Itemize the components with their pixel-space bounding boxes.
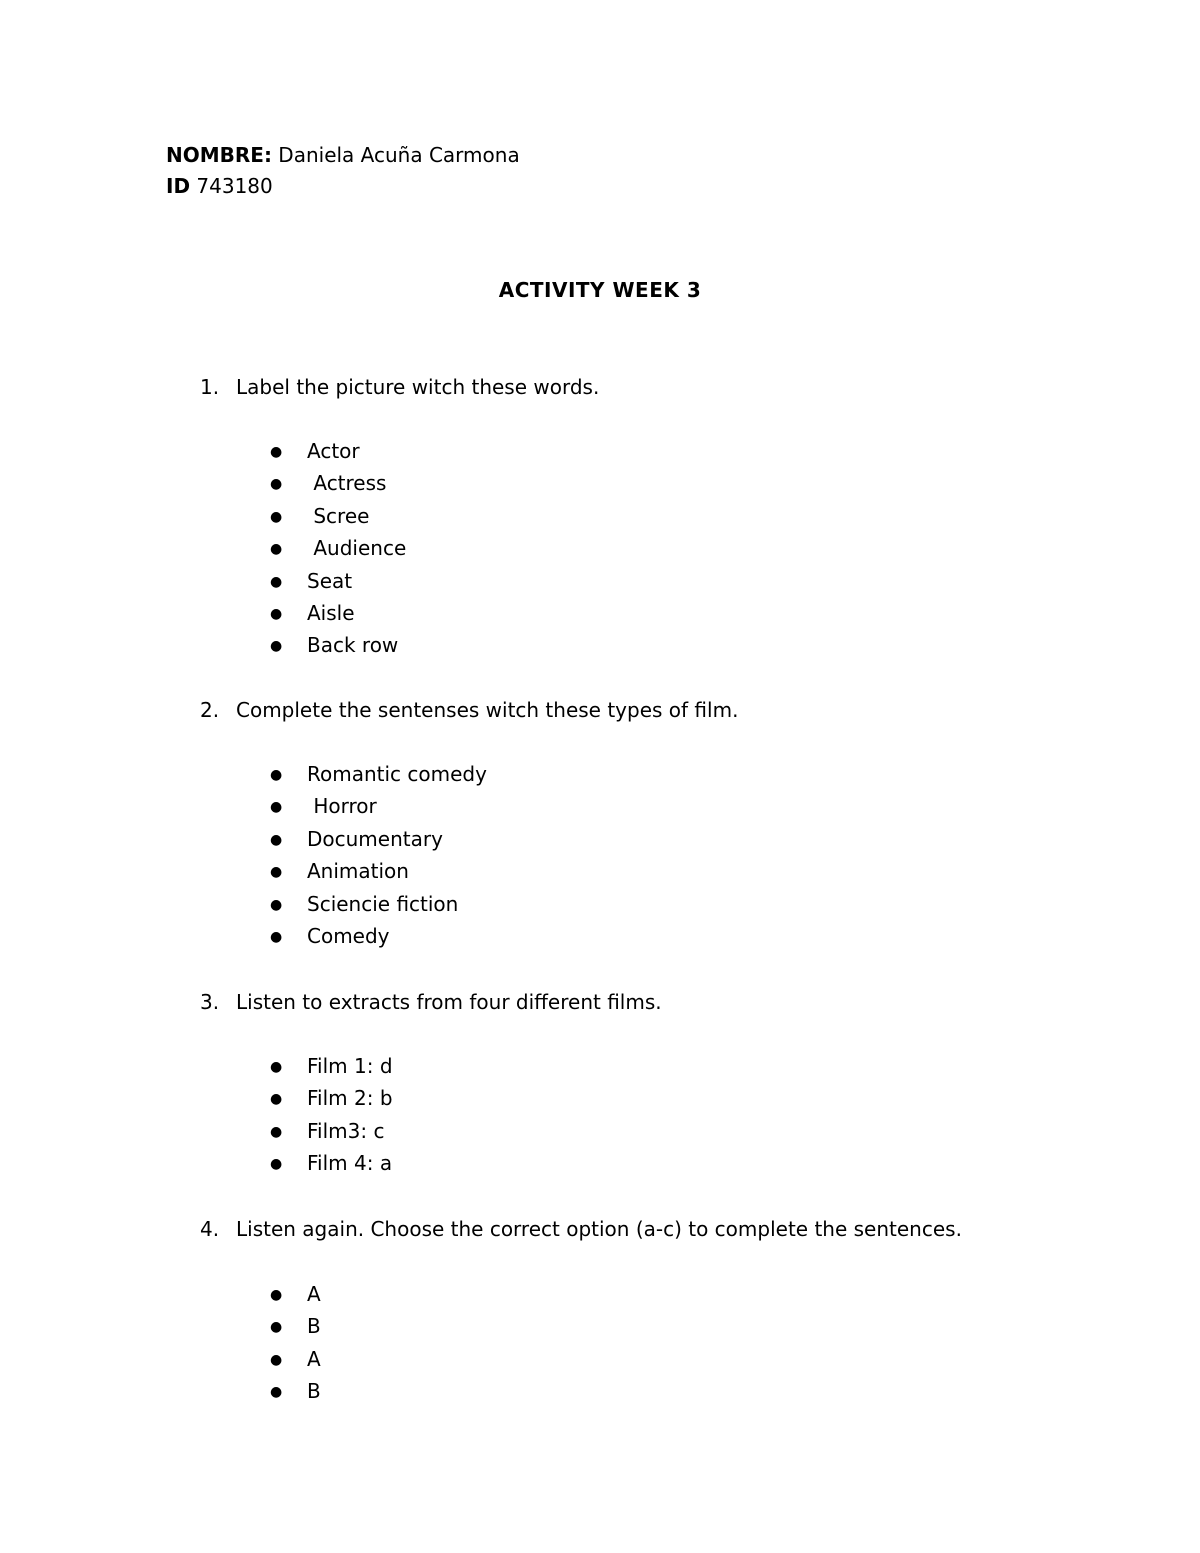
list-item [270,467,406,499]
bullet-icon: ● [270,896,283,913]
question-1 [200,374,599,400]
list-item [270,597,406,629]
bullet-icon: ● [270,1351,283,1368]
bullet-icon: ● [270,1287,283,1303]
question-3 [200,989,662,1015]
question-text: Listen again. Choose the correct option (a-c) to complete the sentences. [236,1217,962,1241]
question-2 [200,697,738,723]
answer-list-3 [270,1050,393,1180]
item-text: Aisle [307,600,355,625]
item-text: Back row [307,633,399,658]
question-text: Label the picture witch these words. [236,375,600,399]
id-value: 743180 [190,174,273,198]
item-text: Film 4: a [307,1151,393,1176]
list-item [270,629,406,661]
answer-list-4 [270,1278,321,1408]
question-number: 1. [200,375,220,399]
item-text: Animation [307,859,409,884]
bullet-icon: ● [270,928,283,945]
bullet-icon: ● [270,476,283,493]
question-text: Listen to extracts from four different films. [236,990,662,1014]
item-text: A [307,1282,321,1306]
bullet-icon: ● [270,1319,283,1336]
name-label: NOMBRE: [166,143,272,167]
item-text: Scree [307,503,370,528]
bullet-icon: ● [270,1384,283,1401]
page-title: ACTIVITY WEEK 3 [498,278,702,302]
answer-list-2 [270,758,487,952]
list-item [270,565,406,597]
bullet-icon: ● [270,573,283,590]
item-text: Film 1: d [307,1054,393,1078]
bullet-icon: ● [270,1156,283,1173]
item-text: Horror [307,794,377,819]
item-text: A [307,1346,321,1371]
list-item [270,888,487,920]
list-item [270,920,487,952]
list-item [270,1278,321,1310]
item-text: Actor [307,439,360,463]
bullet-icon: ● [270,1091,283,1108]
list-item [270,1115,393,1147]
list-item [270,1050,393,1082]
id-label: ID [166,174,191,198]
list-item [270,1147,393,1179]
list-item [270,435,406,467]
item-text: Audience [307,536,407,561]
bullet-icon: ● [270,767,283,783]
list-item [270,758,487,790]
question-number: 4. [200,1217,220,1241]
bullet-icon: ● [270,799,283,816]
bullet-icon: ● [270,1123,283,1140]
question-number: 3. [200,990,220,1014]
item-text: Romantic comedy [307,762,487,786]
bullet-icon: ● [270,1059,283,1075]
item-text: Documentary [307,826,443,851]
question-text: Complete the sentenses witch these types of film. [236,698,739,722]
id-line [166,173,273,199]
list-item [270,1343,321,1375]
item-text: Film 2: b [307,1086,393,1111]
bullet-icon: ● [270,508,283,525]
bullet-icon: ● [270,605,283,622]
name-value: Daniela Acuña Carmona [271,143,520,167]
question-4 [200,1216,962,1242]
list-item [270,532,406,564]
list-item [270,855,487,887]
item-text: B [307,1379,321,1404]
name-line [166,142,520,168]
item-text: Seat [307,568,353,593]
question-number: 2. [200,698,220,722]
bullet-icon: ● [270,444,283,460]
item-text: Actress [307,471,387,496]
item-text: Comedy [307,923,390,948]
list-item [270,1310,321,1342]
list-item [270,500,406,532]
item-text: Sciencie fiction [307,891,459,916]
bullet-icon: ● [270,541,283,558]
item-text: Film3: c [307,1118,385,1143]
list-item [270,823,487,855]
list-item [270,790,487,822]
answer-list-1 [270,435,406,662]
bullet-icon: ● [270,864,283,881]
list-item [270,1082,393,1114]
list-item [270,1375,321,1407]
bullet-icon: ● [270,638,283,655]
bullet-icon: ● [270,831,283,848]
item-text: B [307,1314,321,1339]
